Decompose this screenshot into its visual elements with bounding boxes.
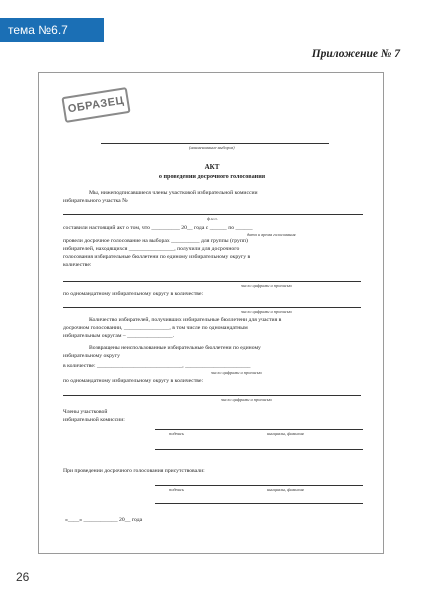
- para-districts: избирательным округам – ________________.: [63, 333, 175, 339]
- fio-line: [63, 214, 363, 215]
- act-title: АКТ: [204, 163, 220, 171]
- quantity-line-4: [63, 395, 361, 396]
- para-district: избирательному округу: [63, 353, 120, 359]
- para-election: провели досрочное голосование на выборах __________ для группы (групп): [63, 238, 248, 244]
- members-name-hint: инициалы, фамилия: [267, 431, 304, 436]
- present-sign-hint: подпись: [169, 487, 184, 492]
- para-voters: избирателей, находящихся ________________, получили для досрочного: [63, 246, 240, 252]
- present-sign-line-2: [155, 503, 363, 504]
- para-single-mandate-1: по одномандатному избирательному округу в количестве:: [63, 291, 204, 297]
- para-members-a: Мы, нижеподписавшиеся члены участковой избирательной комиссии: [89, 190, 258, 196]
- quantity-hint-2: число цифрами и прописью: [241, 309, 292, 314]
- topic-tag: тема №6.7: [0, 18, 104, 42]
- election-hint: (наименование выборов): [189, 145, 235, 150]
- para-early-voting: досрочном голосовании, ________________, в том числе по одномандатным: [63, 325, 248, 331]
- appendix-title: Приложение № 7: [311, 48, 400, 60]
- quantity-line-2: [63, 307, 361, 308]
- sample-stamp: ОБРАЗЕЦ: [61, 87, 130, 123]
- page-number: 26: [16, 570, 30, 584]
- present-sign-line: [155, 485, 363, 486]
- members-sign-line: [155, 429, 363, 430]
- para-act-date: составили настоящий акт о том, что __________ 20__ года с ______ по ______: [63, 225, 253, 231]
- members-sign-hint: подпись: [169, 431, 184, 436]
- para-returned-quantity: в количестве: ______________________________, _______________________: [63, 363, 251, 369]
- present-label: При проведении досрочного голосования присутствовали:: [63, 468, 205, 474]
- date-line: «____» ____________ 20__ года: [65, 517, 143, 523]
- fio-hint: ф.и.о.: [207, 216, 218, 221]
- para-ballots: голосования избирательные бюллетени по единому избирательному округу в: [63, 254, 251, 260]
- para-voters-count: Количество избирателей, получивших избирательные бюллетени для участия в: [89, 317, 282, 323]
- quantity-line-1: [63, 281, 361, 282]
- present-name-hint: инициалы, фамилия: [267, 487, 304, 492]
- quantity-hint-1: число цифрами и прописью: [241, 283, 292, 288]
- election-line: [101, 143, 329, 144]
- members-sign-line-2: [155, 449, 363, 450]
- members-label-a: Члены участковой: [63, 409, 108, 415]
- document-sheet: [38, 72, 384, 554]
- para-members-b: избирательного участка №: [63, 198, 128, 204]
- act-subtitle: о проведении досрочного голосования: [158, 173, 266, 180]
- quantity-hint-4: число цифрами и прописью: [221, 397, 272, 402]
- para-single-mandate-2: по одномандатному избирательному округу в количестве:: [63, 378, 204, 384]
- members-label-b: избирательной комиссии:: [63, 417, 125, 423]
- quantity-hint-3: число цифрами и прописью: [211, 370, 262, 375]
- date-hint: дата и время голосования: [247, 232, 296, 237]
- para-returned: Возвращены неиспользованные избирательные бюллетени по единому: [89, 345, 261, 351]
- para-quantity: количестве:: [63, 262, 92, 268]
